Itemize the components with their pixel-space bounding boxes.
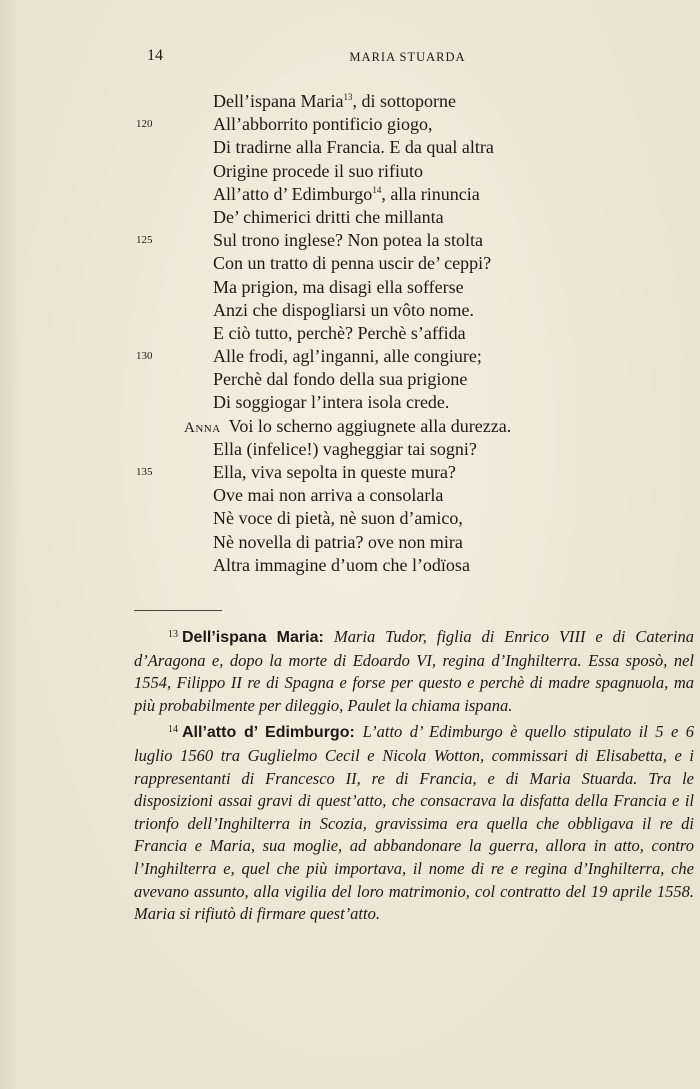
verse-text — [213, 229, 483, 252]
verse-words: Nè voce di pietà, nè suon d’amico, — [213, 508, 463, 529]
verse-words: Con un tratto di penna uscir de’ ceppi? — [213, 253, 492, 274]
verse-text — [213, 461, 456, 484]
verse-words-continued: , di sottoporne — [352, 91, 456, 111]
verse-words: Voi lo scherno aggiugnete alla durezza. — [228, 415, 512, 436]
verse-line — [0, 461, 700, 484]
verse-text — [213, 160, 423, 183]
verse-text — [213, 345, 482, 368]
footnotes-block — [134, 624, 694, 928]
verse-words: Ella, viva sepolta in queste mura? — [213, 462, 456, 482]
verse-text — [213, 484, 443, 507]
verse-line — [0, 368, 700, 391]
verse-words: Anzi che dispogliarsi un vôto nome. — [213, 299, 474, 320]
verse-words: All’atto d’ Edimburgo — [213, 183, 373, 204]
verse-text — [213, 276, 464, 299]
footnote-heading: Dell’ispana Maria — [182, 629, 319, 646]
verse-line — [0, 438, 700, 461]
verse-line — [0, 554, 700, 577]
verse-text — [213, 183, 480, 206]
verse-text — [213, 90, 456, 113]
verse-text — [213, 136, 494, 159]
footnote-text: Maria Tudor, figlia di Enrico VIII e di Caterina d’Aragona e, dopo la morte di Edoardo VI, regina d’Inghilterra. Essa sposò, nel 1554, Filippo II re di Spagna e forse per questo e perchè di madre spagnuola, ma più probabilmente per dileggio, Paulet la chiama ispana. — [134, 627, 695, 715]
verse-text — [213, 368, 467, 391]
verse-text — [213, 391, 449, 414]
verse-line — [0, 276, 700, 299]
page-number: 14 — [147, 47, 163, 64]
verse-line — [0, 252, 700, 275]
verse-words: E ciò tutto, perchè? Perchè s’affida — [213, 322, 466, 343]
verse-line — [0, 322, 700, 345]
footnote — [134, 719, 694, 925]
verse-words: Di soggiogar l’intera isola crede. — [213, 392, 450, 413]
verse-words: Perchè dal fondo della sua prigione — [213, 369, 468, 390]
line-number: 130 — [136, 350, 153, 363]
verse-line — [0, 299, 700, 322]
footnote-number: 13 — [168, 629, 178, 640]
verse-text — [213, 554, 470, 577]
verse-line — [0, 229, 700, 252]
footnote — [134, 624, 694, 717]
verse-words: Alle frodi, agl’inganni, alle congiure; — [213, 346, 482, 367]
footnote-heading: All’atto d’ Edimburgo — [182, 724, 350, 742]
footnote-number: 14 — [168, 724, 178, 736]
verse-line — [0, 90, 700, 113]
verse-text — [213, 113, 432, 136]
verse-line — [0, 113, 700, 136]
verse-words: De’ chimerici dritti che millanta — [213, 206, 444, 227]
footnote-separator: : — [349, 724, 363, 742]
verse-line — [0, 415, 700, 438]
line-number: 120 — [136, 118, 153, 131]
verse-line — [0, 160, 700, 183]
running-title: MARIA STUARDA — [349, 50, 466, 64]
verse-words: Di tradirne alla Francia. E da qual altra — [213, 137, 494, 158]
line-number: 125 — [136, 234, 153, 247]
verse-words: Ove mai non arriva a consolarla — [213, 485, 444, 506]
verse-text — [213, 531, 463, 554]
verse-words: Dell’ispana Maria — [213, 91, 344, 111]
verse-text — [213, 322, 466, 345]
line-number: 135 — [136, 466, 153, 478]
verse-text — [213, 252, 491, 275]
verse-line — [0, 136, 700, 159]
verse-words: Altra immagine d’uom che l’odïosa — [213, 554, 470, 575]
verse-words-continued: , alla rinuncia — [381, 183, 480, 204]
footnote-reference[interactable]: 13 — [343, 92, 353, 102]
verse-text — [213, 438, 477, 461]
verse-line — [0, 345, 700, 368]
verse-line — [0, 531, 700, 554]
verse-line — [0, 507, 700, 530]
verse-words: All’abborrito pontificio giogo, — [213, 114, 433, 135]
verse-block — [0, 90, 700, 577]
verse-text — [184, 415, 511, 440]
verse-words: Sul trono inglese? Non potea la stolta — [213, 230, 483, 251]
verse-text — [213, 206, 444, 229]
footnote-separator: : — [318, 629, 335, 646]
verse-line — [0, 484, 700, 507]
verse-line — [0, 206, 700, 229]
footnote-reference[interactable]: 14 — [372, 184, 382, 195]
verse-words: Ella (infelice!) vagheggiar tai sogni? — [213, 438, 477, 459]
verse-line — [0, 183, 700, 206]
verse-line — [0, 391, 700, 414]
speaker-name: Anna — [184, 419, 221, 436]
footnote-text: L’atto d’ Edimburgo è quello stipulato il 5 e 6 luglio 1560 tra Guglielmo Cecil e Nicola Wotton, commissari di Elisabetta, e i rappresentanti di Francesco II, re di Francia, e di Maria Stuarda. Tra le disposizioni assai gravi di quest’atto, che consacrava la disfatta della Francia e il trionfo dell’Inghilterra in Scozia, gravissima era quella che obbligava il re di Francia e Maria, sua moglie, ad abbandonare la guerra, allora in atto, contro l’Inghilterra e, quel che più importava, il nome di re e regina d’Inghilterra, che avevano assunto, alla vigilia del loro matrimonio, col contratto del 19 aprile 1558. Maria si rifiutò di firmare quest’atto. — [134, 722, 694, 924]
verse-words: Origine procede il suo rifiuto — [213, 160, 423, 181]
verse-text — [213, 507, 463, 530]
verse-text — [213, 299, 474, 322]
verse-words: Ma prigion, ma disagi ella sofferse — [213, 276, 464, 297]
verse-words: Nè novella di patria? ove non mira — [213, 531, 463, 552]
footnote-divider — [134, 610, 222, 611]
